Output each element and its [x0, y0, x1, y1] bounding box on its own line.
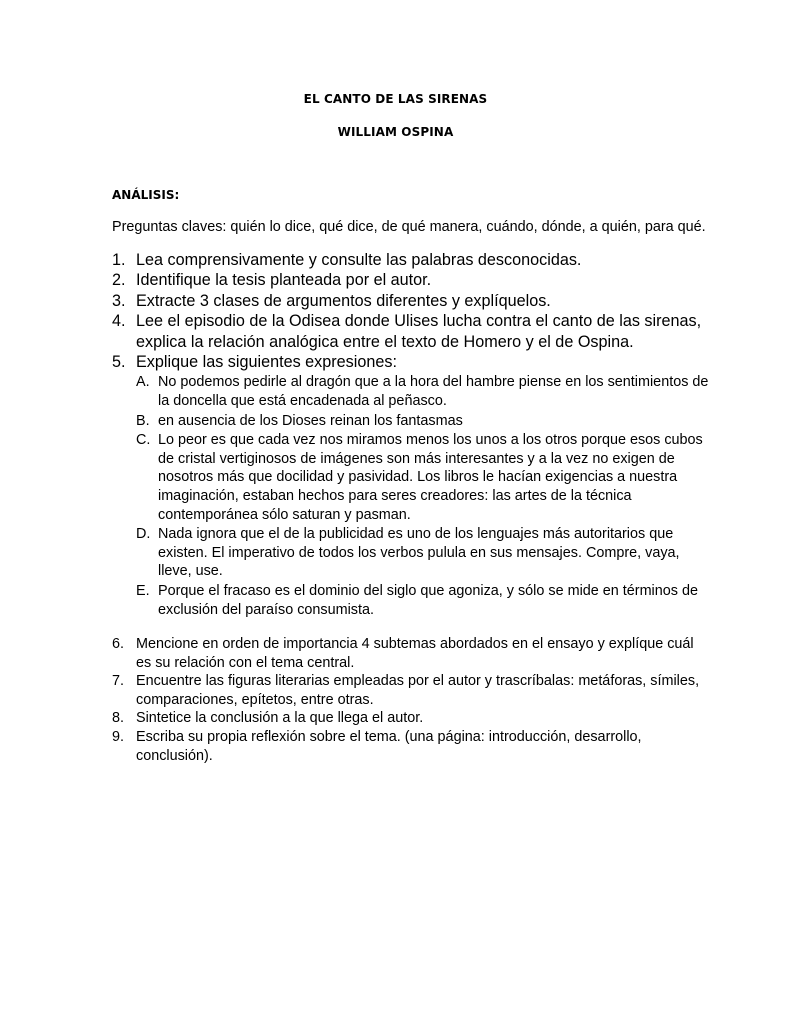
item-text: Encuentre las figuras literarias empleadas por el autor y trascríbalas: metáforas, símiles, comparaciones, epítetos, entre otras.	[136, 673, 700, 708]
item-number: 4.	[112, 312, 126, 331]
list-item	[112, 311, 712, 352]
item-text: en ausencia de los Dioses reinan los fantasmas	[158, 412, 463, 429]
item-number: 6.	[112, 636, 125, 652]
list-item	[112, 709, 712, 728]
sub-list-item	[136, 431, 712, 524]
item-text: Porque el fracaso es el dominio del siglo que agoniza, y sólo se mide en términos de exclusión del paraíso consumista.	[158, 582, 698, 618]
item-letter: B.	[136, 412, 150, 429]
item-text: Lee el episodio de la Odisea donde Ulises lucha contra el canto de las sirenas, explica la relación analógica entre el texto de Homero y el de Ospina.	[136, 312, 702, 351]
item-text: Lea comprensivamente y consulte las palabras desconocidas.	[136, 251, 582, 269]
item-text: Sintetice la conclusión a la que llega el autor.	[136, 710, 424, 727]
list-item	[112, 635, 712, 672]
question-list	[112, 250, 712, 620]
question-list-continued	[112, 635, 712, 765]
item-text: Identifique la tesis planteada por el autor.	[136, 271, 432, 290]
analysis-heading: ANÁLISIS:	[112, 188, 180, 202]
item-number: 9.	[112, 728, 125, 745]
item-number: 3.	[112, 291, 126, 310]
sub-list-item	[136, 582, 712, 619]
item-letter: C.	[136, 432, 151, 449]
item-number: 8.	[112, 710, 125, 727]
item-letter: A.	[136, 374, 150, 391]
item-text: Extracte 3 clases de argumentos diferentes y explíquelos.	[136, 291, 551, 310]
item-number: 1.	[112, 251, 126, 269]
list-item	[112, 672, 712, 709]
list-item	[112, 250, 712, 270]
item-letter: D.	[136, 526, 151, 543]
item-text: No podemos pedirle al dragón que a la hora del hambre piense en los sentimientos de la doncella que está encadenada al peñasco.	[158, 374, 709, 410]
item-text: Lo peor es que cada vez nos miramos menos los unos a los otros porque esos cubos de cristal vertiginosos de imágenes son más interesantes y a la vez no exigen de nosotros más que docilidad y pasividad. Los libros le hacían exigencias a nuestra imaginación, estaban hechos para seres creadores: las artes de la técnica contemporánea sólo saturan y pasman.	[158, 432, 703, 523]
sub-list-item	[136, 373, 712, 410]
sub-list-item	[136, 525, 712, 581]
item-number: 5.	[112, 353, 126, 372]
item-text: Nada ignora que el de la publicidad es uno de los lenguajes más autoritarios que existen. El imperativo de todos los verbos pulula en sus mensajes. Compre, vaya, lleve, use.	[158, 526, 680, 580]
document-title: EL CANTO DE LAS SIRENAS	[303, 92, 488, 106]
item-number: 7.	[112, 673, 125, 690]
expression-list	[136, 373, 712, 619]
list-item	[112, 270, 712, 290]
item-text: Escriba su propia reflexión sobre el tema. (una página: introducción, desarrollo, conclusión).	[136, 728, 642, 764]
item-letter: E.	[136, 582, 150, 599]
list-item	[112, 291, 712, 311]
item-text: Mencione en orden de importancia 4 subtemas abordados en el ensayo y explíque cuál es su relación con el tema central.	[136, 636, 694, 671]
document-author: WILLIAM OSPINA	[337, 125, 454, 139]
list-item	[112, 352, 712, 619]
sub-list-item	[136, 412, 712, 431]
item-number: 2.	[112, 271, 126, 290]
item-text: Explique las siguientes expresiones:	[136, 353, 397, 372]
list-item	[112, 728, 712, 765]
key-questions: Preguntas claves: quién lo dice, qué dice, de qué manera, cuándo, dónde, a quién, para qué.	[112, 219, 706, 235]
